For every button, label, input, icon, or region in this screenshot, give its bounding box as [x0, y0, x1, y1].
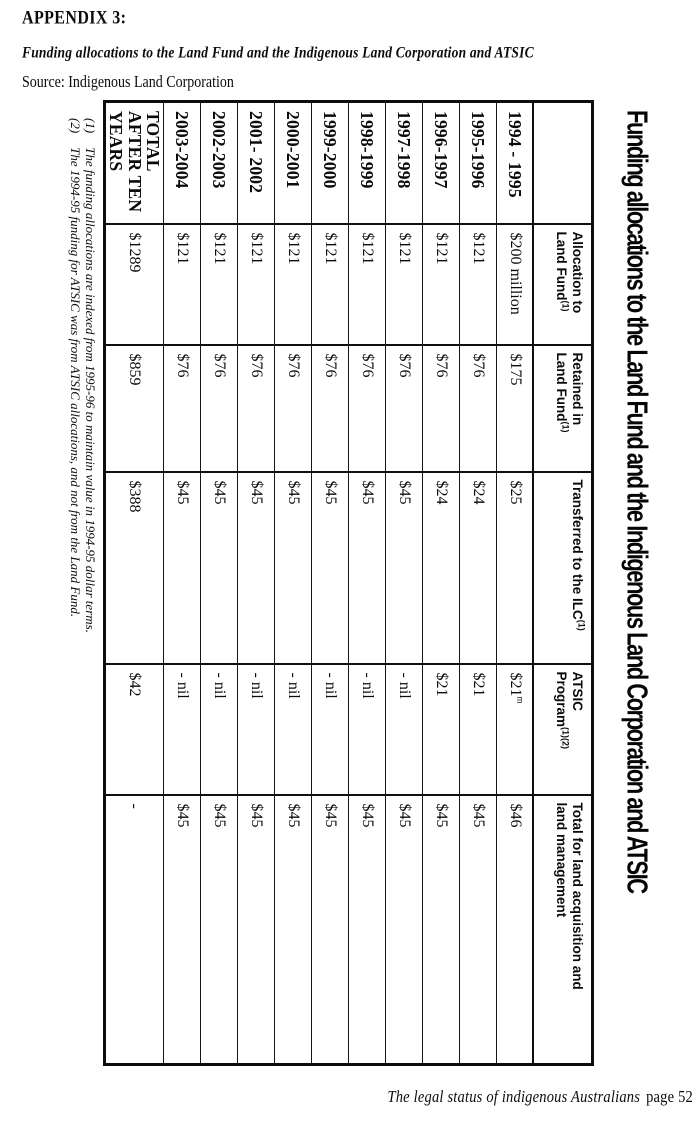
table-cell-value: $45 — [164, 795, 201, 1065]
page-header — [22, 8, 582, 93]
table-cell-value: $200 million — [497, 224, 534, 345]
column-header-line: Land Fund — [553, 352, 569, 422]
table-cell-value: $121 — [349, 224, 386, 345]
row-year-label: 1997-1998 — [386, 102, 423, 224]
table-cell-value: $76 — [460, 345, 497, 472]
page-footer — [387, 1088, 693, 1108]
rotated-table-title: Funding allocations to the Land Fund and the Indigenous Land Corporation and ATSIC — [621, 110, 654, 893]
table-cell-value: $45 — [275, 795, 312, 1065]
column-header-line: ATSIC — [570, 671, 585, 711]
funding-allocations-table — [103, 100, 594, 1066]
table-row — [386, 102, 423, 1065]
cell-value-superscript: m — [515, 696, 526, 704]
table-cell-value: - nil — [201, 664, 238, 795]
cell-value-text: $21 — [506, 672, 524, 697]
table-row — [460, 102, 497, 1065]
table-cell-value: $121 — [275, 224, 312, 345]
footnote-reference: (1) — [560, 300, 571, 312]
row-year-label: 1995-1996 — [460, 102, 497, 224]
table-row — [104, 102, 163, 1065]
column-header-line: Allocation to — [570, 231, 585, 314]
table-cell-value: $45 — [386, 795, 423, 1065]
table-cell-value: $175 — [497, 345, 534, 472]
footnote-reference: (1) — [576, 619, 587, 631]
table-cell-value: $121 — [460, 224, 497, 345]
table-cell-value: $76 — [164, 345, 201, 472]
table-cell-value: - nil — [312, 664, 349, 795]
footnote-2-marker: (2) — [67, 118, 83, 134]
table-row — [275, 102, 312, 1065]
table-cell-value: $76 — [423, 345, 460, 472]
table-cell-value: - nil — [386, 664, 423, 795]
table-cell-value: $45 — [201, 795, 238, 1065]
table-cell-value: $24 — [460, 472, 497, 664]
row-year-label: 2000-2001 — [275, 102, 312, 224]
footnote-1-marker: (1) — [82, 118, 98, 134]
table-cell-value: - nil — [238, 664, 275, 795]
footnote-1-text: The funding allocations are indexed from 1995-96 to maintain value in 1994-95 dollar terms. — [82, 147, 98, 633]
table-cell-value: $76 — [201, 345, 238, 472]
footnote-reference: (1) — [560, 421, 571, 433]
table-cell-value: $45 — [238, 472, 275, 664]
table-row — [164, 102, 201, 1065]
row-year-label: 2001- 2002 — [238, 102, 275, 224]
table-cell-value: - nil — [164, 664, 201, 795]
table-cell-value: $21 — [423, 664, 460, 795]
table-cell-value: $45 — [349, 472, 386, 664]
column-header-line: Land Fund — [553, 231, 569, 301]
table-cell-value: $121 — [238, 224, 275, 345]
table-cell-value: $76 — [312, 345, 349, 472]
table-row — [423, 102, 460, 1065]
column-header-line: Transferred to the ILC — [570, 479, 585, 620]
table-cell-value: $45 — [386, 472, 423, 664]
table-cell-value: $45 — [460, 795, 497, 1065]
footnote-2-text: The 1994-95 funding for ATSIC was from ATSIC allocations, and not from the Land Fund. — [67, 147, 83, 618]
column-header-line: Retained in — [570, 352, 585, 426]
footer-document-title: The legal status of indigenous Australians — [387, 1088, 641, 1107]
table-cell-value — [497, 664, 534, 795]
row-year-label: 1996-1997 — [423, 102, 460, 224]
row-year-label: 2003-2004 — [164, 102, 201, 224]
column-header-line: land management — [553, 802, 569, 918]
table-cell-value: $76 — [349, 345, 386, 472]
table-cell-value: $76 — [386, 345, 423, 472]
table-cell-value: - nil — [349, 664, 386, 795]
table-cell-value: $45 — [164, 472, 201, 664]
column-header-line: Program — [553, 671, 569, 728]
table-body — [104, 102, 533, 1065]
table-cell-value: $76 — [238, 345, 275, 472]
footnote-2 — [67, 118, 82, 1063]
table-cell-value: $121 — [312, 224, 349, 345]
row-year-label: TOTAL AFTER TEN YEARS — [104, 102, 163, 224]
table-row — [201, 102, 238, 1065]
source-line: Source: Indigenous Land Corporation — [22, 74, 234, 92]
table-cell-value: $24 — [423, 472, 460, 664]
footnote-reference: (1)(2) — [560, 727, 571, 750]
document-subtitle: Funding allocations to the Land Fund and the Indigenous Land Corporation and ATSIC — [22, 43, 534, 62]
table-cell-value: $76 — [275, 345, 312, 472]
table-cell-value: $45 — [238, 795, 275, 1065]
table-cell-value: - — [104, 795, 163, 1065]
table-row — [312, 102, 349, 1065]
table-cell-value: $388 — [104, 472, 163, 664]
table-cell-value: - nil — [275, 664, 312, 795]
appendix-heading: APPENDIX 3: — [22, 8, 127, 29]
row-year-label: 1998-1999 — [349, 102, 386, 224]
table-cell-value: $121 — [164, 224, 201, 345]
table-cell-value: $45 — [201, 472, 238, 664]
table-cell-value: $25 — [497, 472, 534, 664]
table-cell-value: $121 — [386, 224, 423, 345]
row-year-label: 1999-2000 — [312, 102, 349, 224]
table-row — [497, 102, 534, 1065]
table-row — [238, 102, 275, 1065]
table-row — [349, 102, 386, 1065]
rotated-table-block — [67, 100, 664, 1063]
footnotes — [67, 100, 98, 1063]
footer-page-number: page 52 — [646, 1088, 693, 1107]
table-cell-value: $45 — [349, 795, 386, 1065]
table-cell-value: $45 — [312, 472, 349, 664]
table-cell-value: $21 — [460, 664, 497, 795]
table-cell-value: $1289 — [104, 224, 163, 345]
column-header-line: Total for land acquisition and — [570, 802, 585, 990]
table-cell-value: $121 — [201, 224, 238, 345]
table-cell-value: $859 — [104, 345, 163, 472]
footnote-1 — [83, 118, 98, 1063]
row-year-label: 1994 - 1995 — [497, 102, 534, 224]
table-cell-value: $121 — [423, 224, 460, 345]
table-cell-value: $45 — [275, 472, 312, 664]
table-cell-value: $45 — [423, 795, 460, 1065]
table-cell-value: $46 — [497, 795, 534, 1065]
table-cell-value: $45 — [312, 795, 349, 1065]
table-cell-value: $42 — [104, 664, 163, 795]
row-year-label: 2002-2003 — [201, 102, 238, 224]
